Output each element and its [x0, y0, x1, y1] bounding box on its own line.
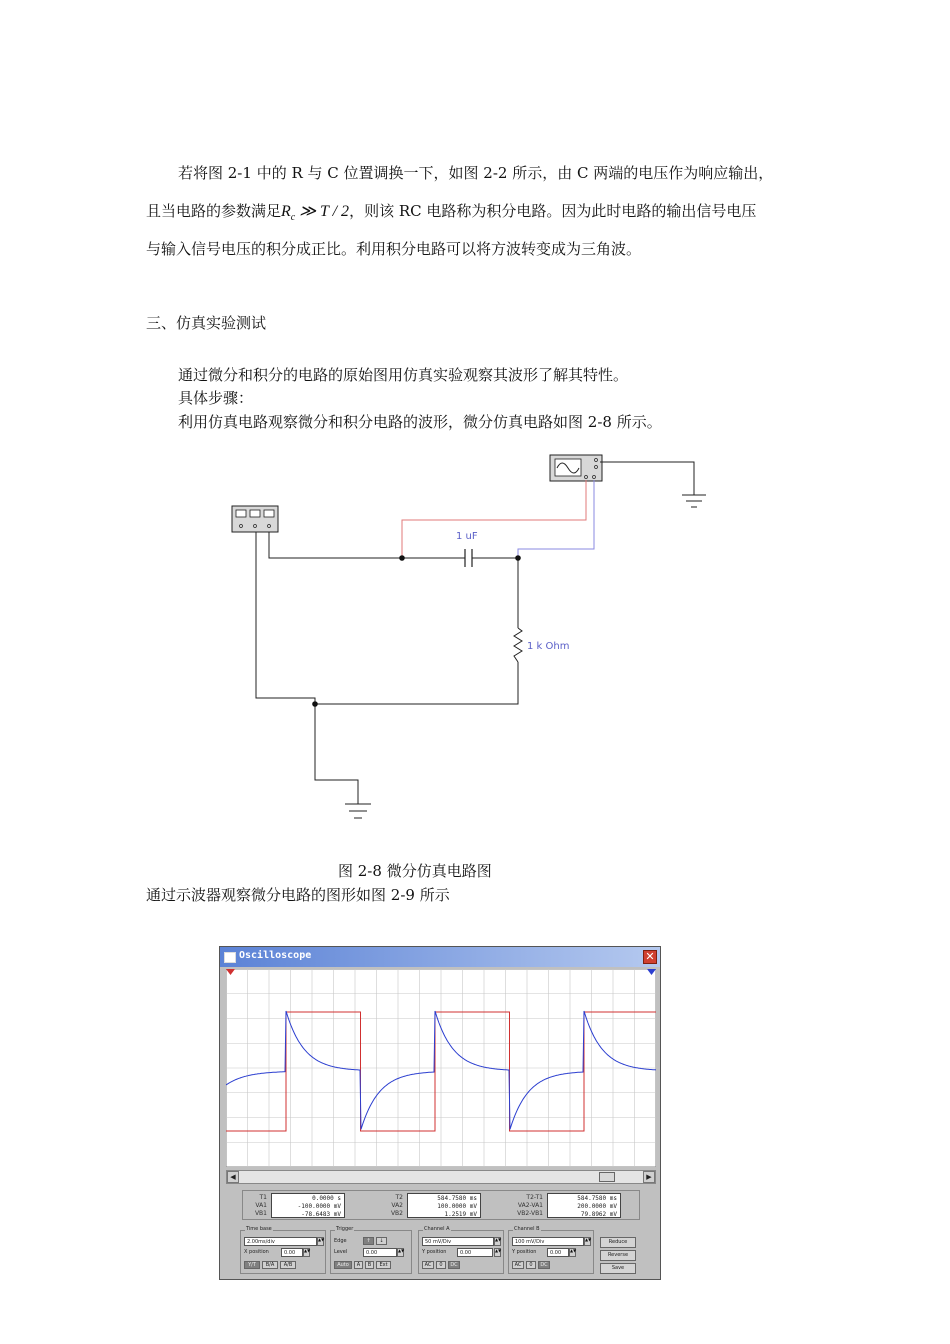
paragraph-2-line-3: 利用仿真电路观察微分和积分电路的波形，微分仿真电路如图 2-8 所示。: [178, 413, 662, 431]
trigger-a-button[interactable]: A: [354, 1261, 363, 1269]
readout-value: -100.0000 mV: [297, 1203, 341, 1210]
channel-a-ypos-spinner[interactable]: ▲▼: [494, 1248, 501, 1257]
readout-value: 584.7580 ms: [437, 1195, 477, 1202]
readout-label: T2-T1: [526, 1194, 543, 1201]
readout-diff-box: [547, 1193, 621, 1218]
paragraph-1-line-2: [146, 200, 756, 229]
readout-label: VA1: [255, 1202, 267, 1209]
rising-edge-button[interactable]: ↑: [363, 1237, 374, 1245]
y-t-button[interactable]: Y/T: [244, 1261, 260, 1269]
scroll-left-icon[interactable]: ◀: [227, 1171, 239, 1183]
formula-rest: ≫ T / 2: [295, 203, 350, 220]
paragraph-1-line-3: 与输入信号电压的积分成正比。利用积分电路可以将方波转变成为三角波。: [146, 240, 642, 258]
readout-label: T2: [395, 1194, 403, 1201]
oscilloscope-window: [219, 946, 661, 1280]
paragraph-2-line-2: 具体步骤：: [178, 389, 254, 407]
paragraph-1-line-1: 若将图 2-1 中的 R 与 C 位置调换一下，如图 2-2 所示，由 C 两端的电压作为响应输出，: [178, 164, 774, 182]
ground-symbol-top: [682, 495, 706, 507]
readout-label: T1: [259, 1194, 267, 1201]
window-icon: [224, 952, 236, 963]
readout-t2-box: [407, 1193, 481, 1218]
time-base-input[interactable]: 2.00ms/div: [244, 1237, 317, 1246]
ground-symbol-bottom: [345, 804, 371, 818]
level-label: Level: [334, 1249, 348, 1255]
reverse-button[interactable]: Reverse: [600, 1250, 636, 1261]
readout-label: VB2-VB1: [517, 1210, 543, 1217]
oscilloscope-symbol: [550, 455, 602, 481]
function-generator: [232, 506, 278, 532]
trigger-title: Trigger: [336, 1226, 354, 1232]
edge-label: Edge: [334, 1238, 347, 1244]
channel-b-ypos-input[interactable]: 0.00: [547, 1248, 569, 1257]
x-position-spinner[interactable]: ▲▼: [303, 1248, 310, 1257]
formula-subscript: c: [290, 212, 296, 224]
channel-a-ypos-label: Y position: [422, 1249, 447, 1255]
channel-b-scale-spinner[interactable]: ▲▼: [584, 1237, 591, 1246]
channel-b-ypos-spinner[interactable]: ▲▼: [569, 1248, 576, 1257]
channel-b-ypos-label: Y position: [512, 1249, 537, 1255]
time-scrollbar[interactable]: [226, 1170, 656, 1184]
readout-value: 79.8962 mV: [580, 1211, 617, 1218]
trigger-b-button[interactable]: B: [365, 1261, 374, 1269]
channel-b-dc-button[interactable]: DC: [538, 1261, 550, 1269]
resistor-label: 1 k Ohm: [527, 641, 570, 652]
falling-edge-button[interactable]: ↓: [376, 1237, 387, 1245]
oscilloscope-title-bar[interactable]: [220, 947, 660, 967]
junction-dot: [312, 701, 318, 707]
b-a-button[interactable]: B/A: [262, 1261, 278, 1269]
time-base-spinner[interactable]: ▲▼: [317, 1237, 324, 1246]
readout-label: VA2: [391, 1202, 403, 1209]
junction-dot: [399, 555, 405, 561]
readout-value: 1.2519 mV: [444, 1211, 477, 1218]
paragraph-2-line-1: 通过微分和积分的电路的原始图用仿真实验观察其波形了解其特性。: [178, 366, 629, 384]
oscilloscope-title: Oscilloscope: [239, 950, 312, 961]
channel-b-scale-input[interactable]: 100 mV/Div: [512, 1237, 584, 1246]
condition-formula: [281, 203, 350, 224]
channel-b-ac-button[interactable]: AC: [512, 1261, 524, 1269]
differentiator-circuit-diagram: [0, 440, 950, 840]
channel-b-zero-button[interactable]: 0: [526, 1261, 536, 1269]
black-wires: [256, 462, 694, 804]
save-button[interactable]: Save: [600, 1263, 636, 1274]
probe-wire-channel-b: [518, 480, 594, 558]
screen-grid: [226, 969, 656, 1167]
section-heading: 三、仿真实验测试: [146, 314, 267, 332]
formula-r: R: [281, 203, 291, 220]
readout-label: VB1: [254, 1210, 267, 1217]
trigger-level-input[interactable]: 0.00: [363, 1248, 397, 1257]
probe-wire-channel-a: [402, 480, 586, 558]
channel-a-title: Channel A: [424, 1226, 450, 1232]
channel-a-scale-spinner[interactable]: ▲▼: [494, 1237, 501, 1246]
capacitor-label: 1 uF: [456, 531, 478, 542]
time-base-group: [240, 1226, 326, 1274]
scroll-right-icon[interactable]: ▶: [643, 1171, 655, 1183]
trigger-level-spinner[interactable]: ▲▼: [397, 1248, 404, 1257]
readout-value: 200.0000 mV: [577, 1203, 617, 1210]
capacitor-symbol: [465, 549, 472, 567]
reduce-button[interactable]: Reduce: [600, 1237, 636, 1248]
channel-a-scale-input[interactable]: 50 mV/Div: [422, 1237, 494, 1246]
readout-t1-box: [271, 1193, 345, 1218]
readout-value: 0.0000 s: [312, 1195, 341, 1202]
readout-label: VB2: [390, 1210, 403, 1217]
trigger-auto-button[interactable]: Auto: [334, 1261, 352, 1269]
readout-label: VA2-VA1: [517, 1202, 543, 1209]
channel-a-ypos-input[interactable]: 0.00: [457, 1248, 493, 1257]
junction-dot: [515, 555, 521, 561]
a-b-button[interactable]: A/B: [280, 1261, 296, 1269]
paragraph-3: 通过示波器观察微分电路的图形如图 2-9 所示: [146, 886, 450, 904]
readout-value: -78.6483 mV: [301, 1211, 341, 1218]
channel-a-group: [418, 1226, 504, 1274]
x-position-label: X position: [244, 1249, 269, 1255]
close-icon[interactable]: ✕: [643, 950, 657, 964]
trigger-ext-button[interactable]: Ext: [376, 1261, 391, 1269]
channel-a-ac-button[interactable]: AC: [422, 1261, 434, 1269]
readout-value: 584.7580 ms: [577, 1195, 617, 1202]
paragraph-1-line-2-start: 且当电路的参数满足: [146, 202, 282, 220]
channel-a-zero-button[interactable]: 0: [436, 1261, 446, 1269]
trigger-group: [330, 1226, 412, 1274]
scroll-thumb[interactable]: [599, 1172, 615, 1182]
cursor-readout: [242, 1190, 640, 1220]
channel-b-title: Channel B: [514, 1226, 540, 1232]
channel-a-dc-button[interactable]: DC: [448, 1261, 460, 1269]
resistor-symbol: [514, 628, 522, 662]
paragraph-1-line-2-end: ，则该 RC 电路称为积分电路。因为此时电路的输出信号电压: [349, 202, 757, 220]
time-base-title: Time base: [246, 1226, 272, 1232]
oscilloscope-screen: [226, 969, 656, 1167]
figure-caption: 图 2-8 微分仿真电路图: [338, 862, 492, 880]
x-position-input[interactable]: 0.00: [281, 1248, 303, 1257]
readout-value: 100.0000 mV: [437, 1203, 477, 1210]
channel-b-group: [508, 1226, 594, 1274]
